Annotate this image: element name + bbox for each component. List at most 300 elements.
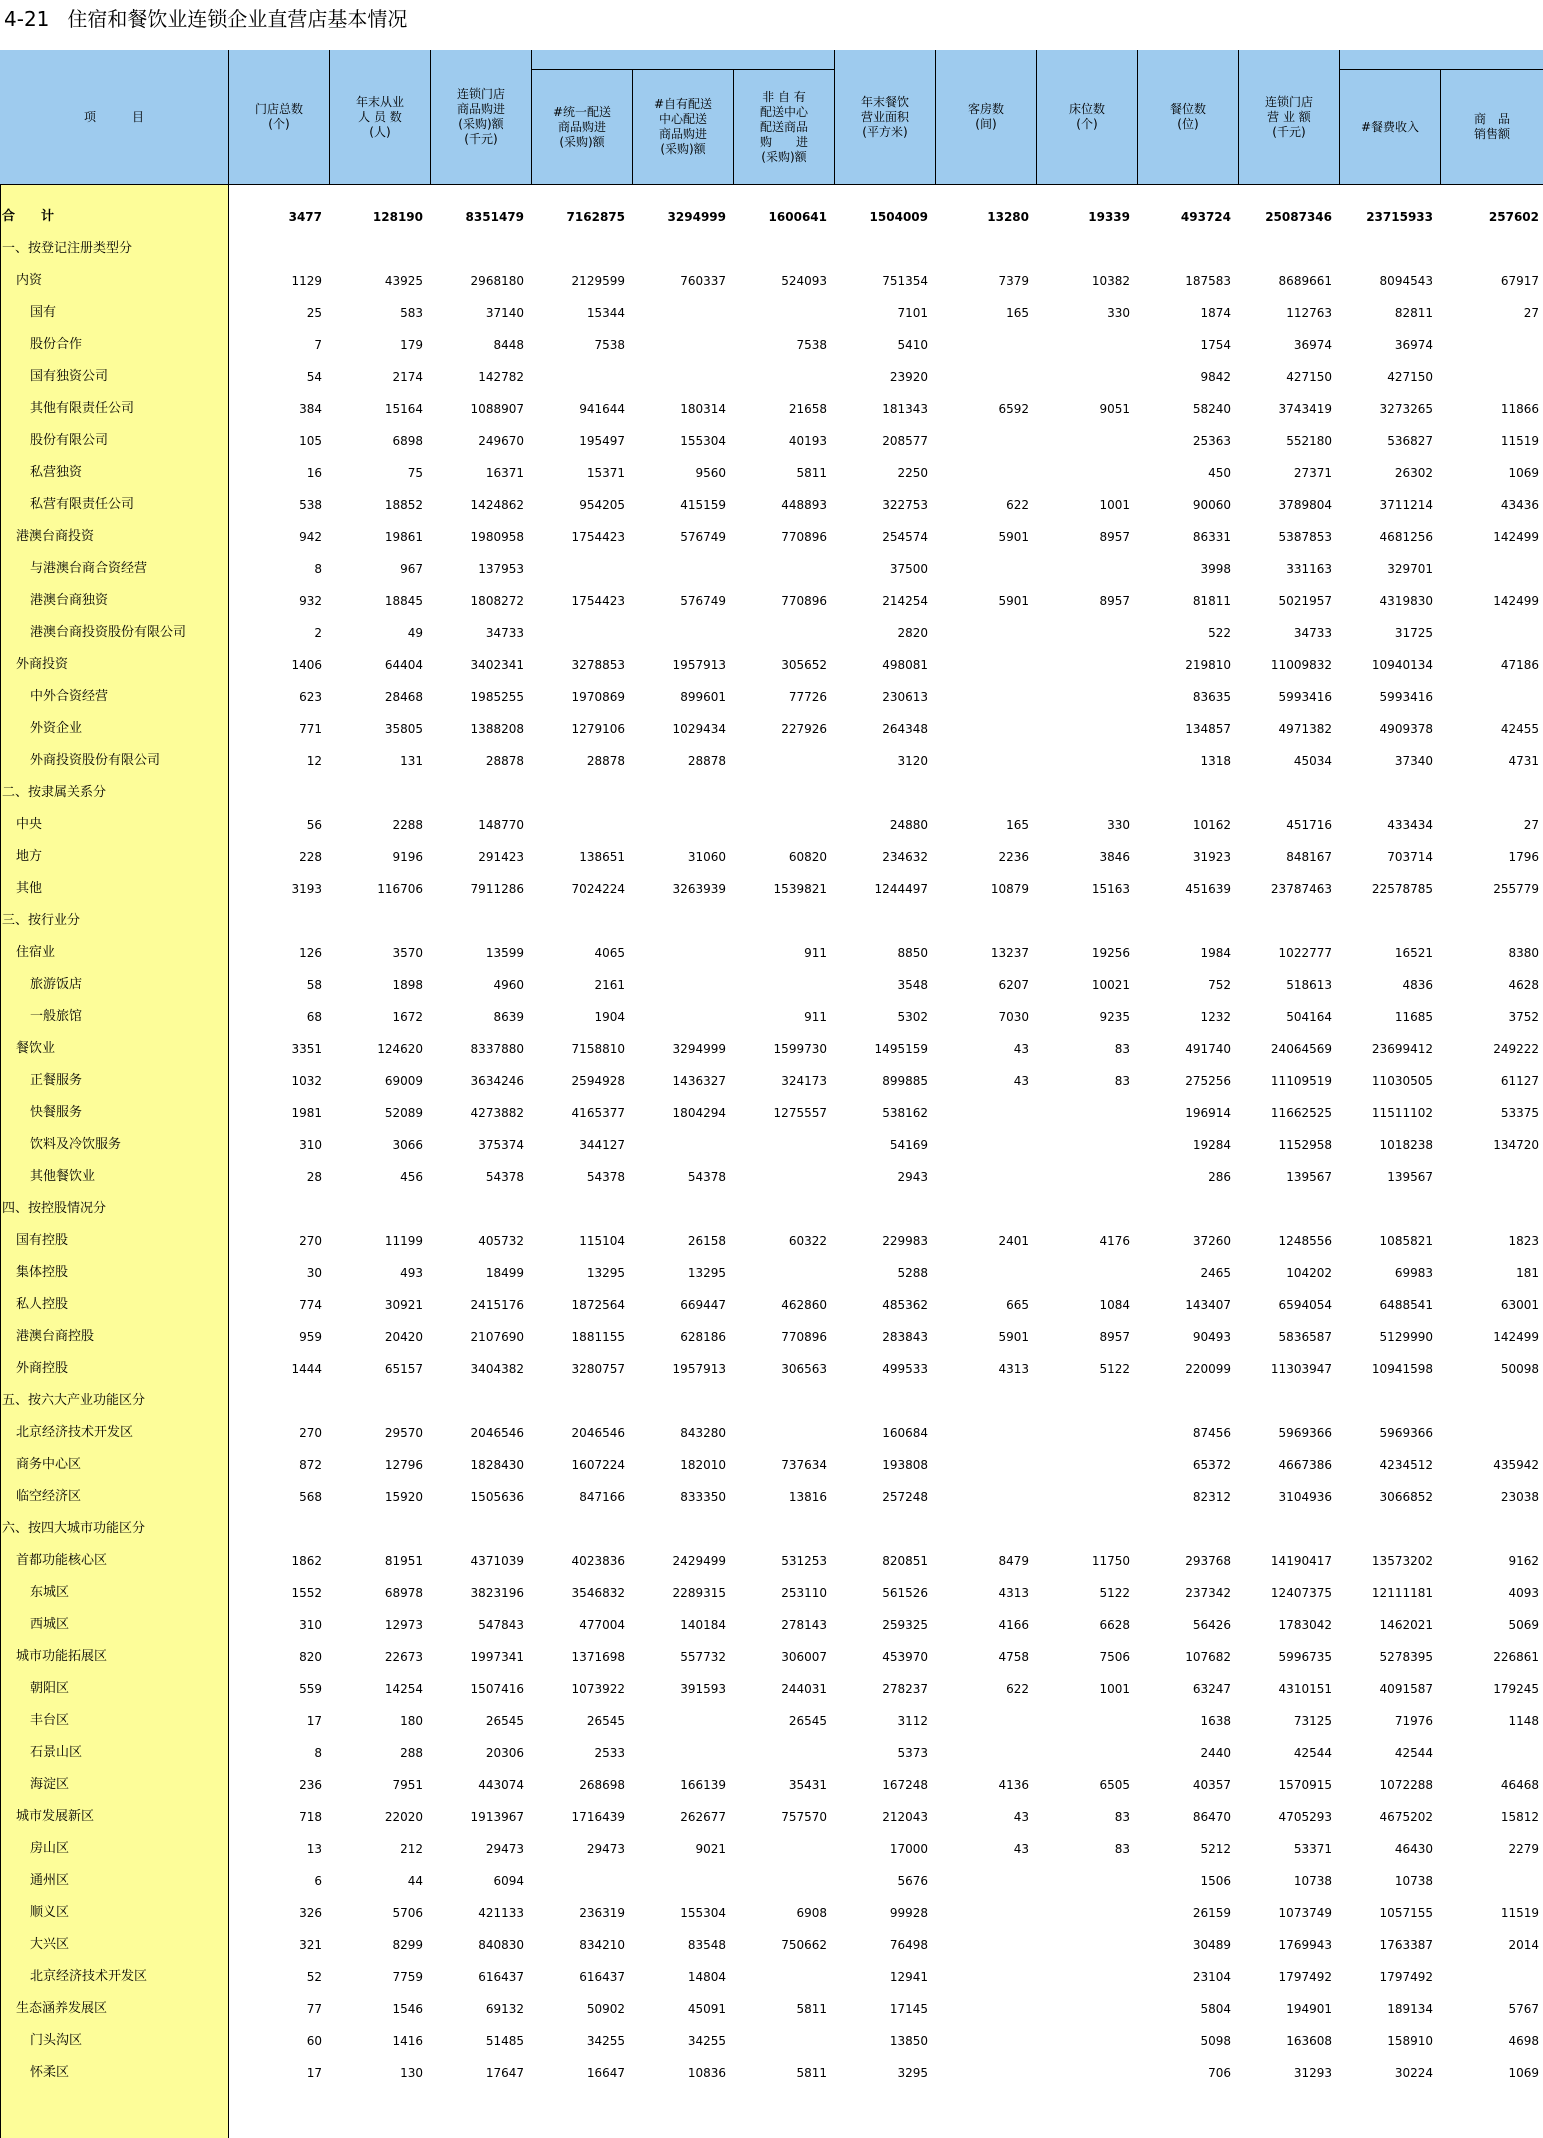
cell-employees: 14254 [384, 1682, 423, 1696]
row-label: 海淀区 [30, 1777, 70, 1792]
cell-beds [1035, 1097, 1130, 1129]
cell-seats: 219810 [1185, 658, 1231, 672]
cell-non-own [732, 233, 827, 265]
cell-rooms [934, 361, 1029, 393]
cell-revenue: 3789804 [1278, 498, 1332, 512]
cell-revenue: 3743419 [1278, 402, 1332, 416]
cell-unified [530, 617, 625, 649]
cell-goods: 4698 [1508, 2034, 1539, 2048]
cell-area: 498081 [882, 658, 928, 672]
row-label: 国有控股 [16, 1233, 69, 1248]
row-label: 私营独资 [30, 465, 83, 480]
row-label: 中外合资经营 [30, 689, 109, 704]
cell-unified: 1904 [594, 1010, 625, 1024]
cell-rooms: 8479 [998, 1554, 1029, 1568]
cell-unified [530, 809, 625, 841]
row-label: 外资企业 [30, 721, 83, 736]
cell-non-own: 1599730 [773, 1042, 827, 1056]
cell-catering: 1085821 [1379, 1234, 1433, 1248]
cell-purchase: 148770 [478, 818, 524, 832]
cell-area: 229983 [882, 1234, 928, 1248]
cell-employees [328, 1385, 423, 1417]
cell-unified: 50902 [586, 2002, 625, 2016]
cell-rooms [934, 1161, 1029, 1193]
cell-own-center [631, 297, 726, 329]
cell-purchase [429, 1193, 524, 1225]
cell-area: 485362 [882, 1298, 928, 1312]
cell-catering: 5278395 [1379, 1650, 1433, 1664]
cell-purchase: 3404382 [470, 1362, 524, 1376]
cell-unified: 54378 [586, 1170, 625, 1184]
cell-seats: 293768 [1185, 1554, 1231, 1568]
cell-area: 5676 [897, 1874, 928, 1888]
table-row [0, 1161, 1543, 1193]
cell-rooms: 13237 [990, 946, 1029, 960]
table-title [4, 4, 407, 34]
cell-seats: 90060 [1192, 498, 1231, 512]
cell-stores: 30 [306, 1266, 322, 1280]
cell-beds [1035, 457, 1130, 489]
cell-unified [530, 553, 625, 585]
cell-unified: 26545 [586, 1714, 625, 1728]
cell-unified: 29473 [586, 1842, 625, 1856]
cell-stores: 774 [299, 1298, 322, 1312]
cell-employees: 30921 [384, 1298, 423, 1312]
table-header [0, 50, 1543, 185]
cell-beds [1035, 1193, 1130, 1225]
cell-purchase: 1424862 [470, 498, 524, 512]
row-label: 港澳台商投资股份有限公司 [30, 625, 187, 640]
cell-stores: 1862 [291, 1554, 322, 1568]
cell-non-own: 35431 [788, 1778, 827, 1792]
cell-stores [227, 1513, 322, 1545]
cell-stores [227, 233, 322, 265]
cell-own-center [631, 1737, 726, 1769]
cell-seats: 1638 [1200, 1714, 1231, 1728]
cell-revenue: 31293 [1293, 2066, 1332, 2080]
cell-revenue: 5387853 [1278, 530, 1332, 544]
cell-seats: 26159 [1192, 1906, 1231, 1920]
cell-own-center [631, 329, 726, 361]
cell-purchase: 16371 [485, 466, 524, 480]
cell-unified: 268698 [579, 1778, 625, 1792]
cell-own-center: 3263939 [672, 882, 726, 896]
cell-employees: 15164 [384, 402, 423, 416]
cell-employees: 22673 [384, 1650, 423, 1664]
header-non-own-text: 非 自 有 配送中心 配送商品 购 进 (采购)额 [759, 89, 808, 164]
cell-purchase: 29473 [485, 1842, 524, 1856]
cell-non-own: 253110 [781, 1586, 827, 1600]
cell-catering: 82811 [1394, 306, 1433, 320]
cell-stores: 126 [299, 946, 322, 960]
header-rooms-text: 客房数 (间) [967, 102, 1004, 131]
cell-goods: 179245 [1493, 1682, 1539, 1696]
cell-own-center: 2289315 [672, 1586, 726, 1600]
cell-unified: 15371 [586, 466, 625, 480]
cell-unified: 34255 [586, 2034, 625, 2048]
cell-employees [328, 905, 423, 937]
cell-purchase [429, 905, 524, 937]
cell-employees: 456 [400, 1170, 423, 1184]
cell-employees: 44 [407, 1874, 423, 1888]
cell-revenue: 848167 [1286, 850, 1332, 864]
cell-employees: 3066 [392, 1138, 423, 1152]
cell-goods [1444, 1513, 1539, 1545]
cell-beds: 8957 [1099, 530, 1130, 544]
cell-revenue: 53371 [1293, 1842, 1332, 1856]
cell-stores: 1129 [291, 274, 322, 288]
cell-goods [1444, 617, 1539, 649]
cell-unified: 3546832 [571, 1586, 625, 1600]
cell-area: 1504009 [869, 210, 928, 224]
cell-unified: 1754423 [571, 530, 625, 544]
cell-stores: 28 [306, 1170, 322, 1184]
cell-area: 160684 [882, 1426, 928, 1440]
cell-revenue: 42544 [1293, 1746, 1332, 1760]
cell-purchase: 547843 [478, 1618, 524, 1632]
header-stores-text: 门店总数 (个) [254, 102, 303, 131]
cell-own-center: 1436327 [672, 1074, 726, 1088]
cell-area [833, 233, 928, 265]
cell-non-own: 305652 [781, 658, 827, 672]
table-row [0, 1481, 1543, 1513]
cell-stores: 236 [299, 1778, 322, 1792]
cell-rooms: 7030 [998, 1010, 1029, 1024]
cell-rooms: 665 [1006, 1298, 1029, 1312]
cell-non-own: 770896 [781, 594, 827, 608]
table-row [0, 809, 1543, 841]
cell-employees: 1416 [392, 2034, 423, 2048]
cell-non-own: 278143 [781, 1618, 827, 1632]
cell-area: 538162 [882, 1106, 928, 1120]
cell-seats: 522 [1208, 626, 1231, 640]
cell-goods: 142499 [1493, 594, 1539, 608]
cell-unified: 195497 [579, 434, 625, 448]
cell-area: 5288 [897, 1266, 928, 1280]
cell-seats: 2465 [1200, 1266, 1231, 1280]
cell-seats: 1232 [1200, 1010, 1231, 1024]
cell-catering: 329701 [1387, 562, 1433, 576]
table-row [0, 1929, 1543, 1961]
cell-catering: 11685 [1394, 1010, 1433, 1024]
cell-rooms: 5901 [998, 1330, 1029, 1344]
cell-stores: 16 [306, 466, 322, 480]
row-label: 港澳台商独资 [30, 593, 109, 608]
cell-rooms [934, 457, 1029, 489]
cell-catering [1338, 233, 1433, 265]
cell-non-own [732, 1865, 827, 1897]
cell-beds: 8957 [1099, 1330, 1130, 1344]
cell-beds [1035, 329, 1130, 361]
cell-own-center: 182010 [680, 1458, 726, 1472]
cell-catering: 139567 [1387, 1170, 1433, 1184]
cell-rooms: 2236 [998, 850, 1029, 864]
cell-catering: 11030505 [1371, 1074, 1433, 1088]
cell-beds: 83 [1114, 1042, 1130, 1056]
header-own-center-text: #自有配送 中心配送 商品购进 (采购)额 [653, 97, 713, 156]
cell-own-center: 45091 [687, 2002, 726, 2016]
cell-purchase: 2968180 [470, 274, 524, 288]
cell-revenue: 23787463 [1270, 882, 1332, 896]
cell-goods: 43436 [1500, 498, 1539, 512]
cell-area: 3120 [897, 754, 928, 768]
cell-area: 1495159 [874, 1042, 928, 1056]
cell-seats: 40357 [1192, 1778, 1231, 1792]
cell-non-own: 462860 [781, 1298, 827, 1312]
cell-stores: 1552 [291, 1586, 322, 1600]
cell-employees: 6898 [392, 434, 423, 448]
row-label: 怀柔区 [30, 2065, 70, 2080]
cell-unified: 7024224 [571, 882, 625, 896]
cell-area: 167248 [882, 1778, 928, 1792]
cell-purchase: 8351479 [465, 210, 524, 224]
cell-purchase: 1388208 [470, 722, 524, 736]
cell-employees: 8299 [392, 1938, 423, 1952]
cell-rooms [934, 905, 1029, 937]
cell-goods [1444, 1161, 1539, 1193]
cell-revenue: 73125 [1293, 1714, 1332, 1728]
cell-goods: 53375 [1500, 1106, 1539, 1120]
table-row [0, 841, 1543, 873]
cell-area: 259325 [882, 1618, 928, 1632]
cell-non-own: 5811 [796, 466, 827, 480]
cell-own-center [631, 233, 726, 265]
row-label: 外商投资股份有限公司 [30, 753, 161, 768]
cell-beds: 5122 [1099, 1586, 1130, 1600]
cell-stores: 3477 [288, 210, 322, 224]
cell-seats: 5212 [1200, 1842, 1231, 1856]
row-label: 五、按六大产业功能区分 [2, 1393, 146, 1408]
cell-goods: 435942 [1493, 1458, 1539, 1472]
row-label: 生态涵养发展区 [16, 2001, 108, 2016]
cell-area: 278237 [882, 1682, 928, 1696]
cell-catering: 703714 [1387, 850, 1433, 864]
cell-area: 76498 [889, 1938, 928, 1952]
cell-unified: 1073922 [571, 1682, 625, 1696]
cell-goods: 11519 [1500, 1906, 1539, 1920]
table-row [0, 1897, 1543, 1929]
cell-employees: 3570 [392, 946, 423, 960]
cell-catering: 4836 [1402, 978, 1433, 992]
row-label: 其他 [16, 881, 43, 896]
cell-purchase: 4960 [493, 978, 524, 992]
cell-purchase: 405732 [478, 1234, 524, 1248]
cell-catering: 37340 [1394, 754, 1433, 768]
cell-employees: 12973 [384, 1618, 423, 1632]
cell-unified: 13295 [586, 1266, 625, 1280]
table-row [0, 297, 1543, 329]
cell-beds [1035, 2025, 1130, 2057]
cell-rooms [934, 425, 1029, 457]
cell-goods: 4731 [1508, 754, 1539, 768]
cell-seats: 9842 [1200, 370, 1231, 384]
cell-rooms: 43 [1013, 1842, 1029, 1856]
cell-own-center: 34255 [687, 2034, 726, 2048]
cell-purchase: 840830 [478, 1938, 524, 1952]
cell-own-center: 1029434 [672, 722, 726, 736]
table-row [0, 521, 1543, 553]
cell-beds: 7506 [1099, 1650, 1130, 1664]
cell-purchase: 1913967 [470, 1810, 524, 1824]
cell-seats: 1984 [1200, 946, 1231, 960]
cell-beds [1035, 1385, 1130, 1417]
cell-goods: 4628 [1508, 978, 1539, 992]
cell-goods [1444, 681, 1539, 713]
cell-own-center: 180314 [680, 402, 726, 416]
cell-employees: 2174 [392, 370, 423, 384]
cell-employees: 288 [400, 1746, 423, 1760]
cell-seats: 19284 [1192, 1138, 1231, 1152]
cell-revenue: 112763 [1286, 306, 1332, 320]
cell-seats: 706 [1208, 2066, 1231, 2080]
cell-non-own: 306007 [781, 1650, 827, 1664]
cell-rooms: 5901 [998, 594, 1029, 608]
table-row [0, 1801, 1543, 1833]
cell-catering: 536827 [1387, 434, 1433, 448]
cell-non-own: 757570 [781, 1810, 827, 1824]
cell-non-own [732, 1961, 827, 1993]
header-non-own [734, 70, 835, 185]
cell-goods: 2279 [1508, 1842, 1539, 1856]
row-label: 股份有限公司 [30, 433, 109, 448]
row-label: 其他餐饮业 [30, 1169, 96, 1184]
cell-seats: 286 [1208, 1170, 1231, 1184]
table-row [0, 1353, 1543, 1385]
cell-area: 899885 [882, 1074, 928, 1088]
row-label: 门头沟区 [30, 2033, 83, 2048]
cell-area: 212043 [882, 1810, 928, 1824]
cell-own-center: 669447 [680, 1298, 726, 1312]
cell-own-center: 833350 [680, 1490, 726, 1504]
cell-non-own: 737634 [781, 1458, 827, 1472]
cell-revenue: 518613 [1286, 978, 1332, 992]
cell-employees: 7759 [392, 1970, 423, 1984]
cell-own-center [631, 1193, 726, 1225]
cell-unified: 2161 [594, 978, 625, 992]
cell-goods: 226861 [1493, 1650, 1539, 1664]
cell-purchase: 1808272 [470, 594, 524, 608]
cell-revenue: 36974 [1293, 338, 1332, 352]
cell-own-center [631, 553, 726, 585]
cell-non-own: 6908 [796, 1906, 827, 1920]
cell-catering: 427150 [1387, 370, 1433, 384]
cell-non-own [732, 361, 827, 393]
cell-purchase: 20306 [485, 1746, 524, 1760]
row-label: 西城区 [30, 1617, 70, 1632]
cell-own-center: 9021 [695, 1842, 726, 1856]
cell-employees: 69009 [384, 1074, 423, 1088]
cell-goods: 1069 [1508, 2066, 1539, 2080]
header-area [835, 50, 936, 185]
cell-seats: 493724 [1180, 210, 1231, 224]
cell-purchase: 2107690 [470, 1330, 524, 1344]
cell-stores: 56 [306, 818, 322, 832]
cell-rooms [934, 1481, 1029, 1513]
cell-purchase: 6094 [493, 1874, 524, 1888]
cell-rooms [934, 1961, 1029, 1993]
cell-own-center: 155304 [680, 1906, 726, 1920]
table-row [0, 1865, 1543, 1897]
row-label: 私营有限责任公司 [30, 497, 135, 512]
cell-goods: 3752 [1508, 1010, 1539, 1024]
cell-own-center [631, 361, 726, 393]
cell-stores: 321 [299, 1938, 322, 1952]
table-row [0, 713, 1543, 745]
cell-revenue: 5996735 [1278, 1650, 1332, 1664]
cell-purchase: 26545 [485, 1714, 524, 1728]
cell-unified: 1970869 [571, 690, 625, 704]
table-row [0, 1993, 1543, 2025]
cell-stores: 1032 [291, 1074, 322, 1088]
row-label: 一、按登记注册类型分 [2, 241, 133, 256]
cell-rooms: 165 [1006, 818, 1029, 832]
header-area-text: 年末餐饮 营业面积 (平方米) [860, 94, 909, 139]
cell-beds: 8957 [1099, 594, 1130, 608]
cell-beds: 330 [1107, 306, 1130, 320]
table-row [0, 201, 1543, 233]
cell-seats: 196914 [1185, 1106, 1231, 1120]
cell-own-center [631, 1385, 726, 1417]
cell-stores [227, 1385, 322, 1417]
cell-unified: 1607224 [571, 1458, 625, 1472]
cell-catering: 31725 [1394, 626, 1433, 640]
cell-stores: 25 [306, 306, 322, 320]
cell-beds: 1001 [1099, 1682, 1130, 1696]
cell-non-own: 77726 [788, 690, 827, 704]
cell-purchase: 291423 [478, 850, 524, 864]
table-row [0, 1769, 1543, 1801]
cell-unified [530, 905, 625, 937]
cell-unified: 16647 [586, 2066, 625, 2080]
cell-area: 3112 [897, 1714, 928, 1728]
cell-own-center: 13295 [687, 1266, 726, 1280]
cell-area: 234632 [882, 850, 928, 864]
cell-revenue: 11009832 [1270, 658, 1332, 672]
cell-non-own [732, 1385, 827, 1417]
table-title-text: 住宿和餐饮业连锁企业直营店基本情况 [67, 7, 408, 31]
cell-non-own: 7538 [796, 338, 827, 352]
cell-rooms [934, 617, 1029, 649]
cell-rooms [934, 553, 1029, 585]
cell-stores: 13 [306, 1842, 322, 1856]
cell-goods: 46468 [1500, 1778, 1539, 1792]
cell-seats: 3998 [1200, 562, 1231, 576]
cell-seats: 2440 [1200, 1746, 1231, 1760]
cell-area: 257248 [882, 1490, 928, 1504]
cell-non-own [732, 745, 827, 777]
cell-beds [1035, 1513, 1130, 1545]
cell-goods [1444, 329, 1539, 361]
table-row [0, 1321, 1543, 1353]
cell-beds [1035, 1257, 1130, 1289]
cell-revenue: 1073749 [1278, 1906, 1332, 1920]
cell-stores: 68 [306, 1010, 322, 1024]
cell-non-own: 5811 [796, 2066, 827, 2080]
cell-rooms: 43 [1013, 1810, 1029, 1824]
cell-revenue: 24064569 [1270, 1042, 1332, 1056]
cell-employees: 18852 [384, 498, 423, 512]
cell-catering: 10940134 [1371, 658, 1433, 672]
cell-own-center: 1804294 [672, 1106, 726, 1120]
cell-rooms [934, 1129, 1029, 1161]
cell-catering: 1797492 [1379, 1970, 1433, 1984]
cell-catering: 71976 [1394, 1714, 1433, 1728]
cell-own-center: 415159 [680, 498, 726, 512]
cell-seats: 491740 [1185, 1042, 1231, 1056]
cell-own-center: 28878 [687, 754, 726, 768]
cell-seats: 187583 [1185, 274, 1231, 288]
cell-area: 2250 [897, 466, 928, 480]
